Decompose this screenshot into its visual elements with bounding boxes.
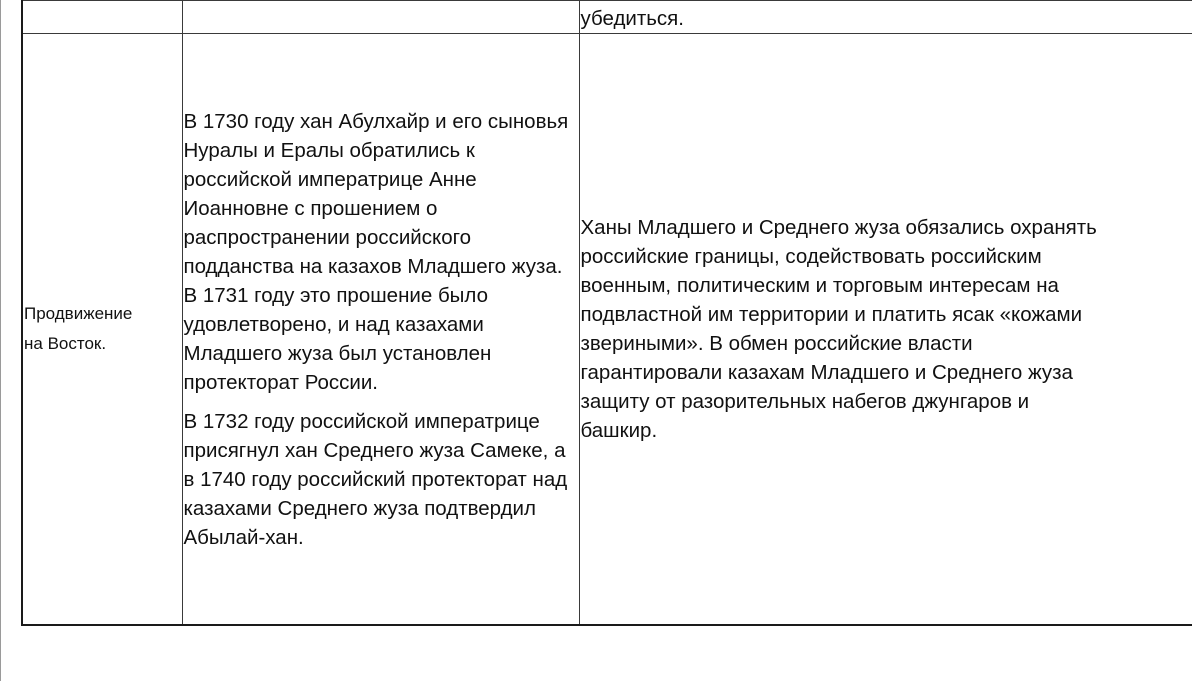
topic-line: на Восток. xyxy=(24,334,107,353)
prev-cell-c-text: убедиться. xyxy=(580,7,684,30)
events-paragraph: В 1730 году хан Абулхайр и его сыновья Нуралы и Ералы обратились к российской императрице Анне Иоанновне с прошением о распространении российского подданства на казахов Младшего жуза. В 1731 году это прошение было удовлетворено, и над казахами Младшего жуза был установлен протекторат России. xyxy=(183,109,569,394)
prev-cell-a xyxy=(22,1,182,34)
history-table xyxy=(21,0,1192,626)
topic-line: Продвижение xyxy=(24,304,133,323)
page-left-edge xyxy=(0,0,1,681)
outcome-line: башкир. xyxy=(580,419,658,442)
events-cell xyxy=(182,34,579,626)
outcome-line: российские границы, содействовать российским xyxy=(580,245,1042,268)
events-paragraph: В 1732 году российской императрице присягнул хан Среднего жуза Самеке, а в 1740 году российский протекторат над казахами Среднего жуза подтвердил Абылай-хан. xyxy=(183,409,568,549)
outcome-line: гарантировали казахам Младшего и Среднего жуза xyxy=(580,361,1073,384)
table-row-main xyxy=(22,34,1192,626)
prev-cell-b xyxy=(182,1,579,34)
topic-cell xyxy=(22,34,182,626)
outcome-line: защиту от разорительных набегов джунгаров и xyxy=(580,390,1030,413)
outcome-line: подвластной им территории и платить ясак «кожами xyxy=(580,303,1083,326)
outcome-text xyxy=(581,213,1192,445)
outcome-line: звериными». В обмен российские власти xyxy=(580,332,973,355)
outcome-line: военным, политическим и торговым интересам на xyxy=(580,274,1059,297)
outcome-cell xyxy=(579,34,1192,626)
outcome-line: Ханы Младшего и Среднего жуза обязались охранять xyxy=(580,216,1097,239)
prev-cell-c xyxy=(579,1,1192,34)
table-row-previous xyxy=(22,1,1192,34)
